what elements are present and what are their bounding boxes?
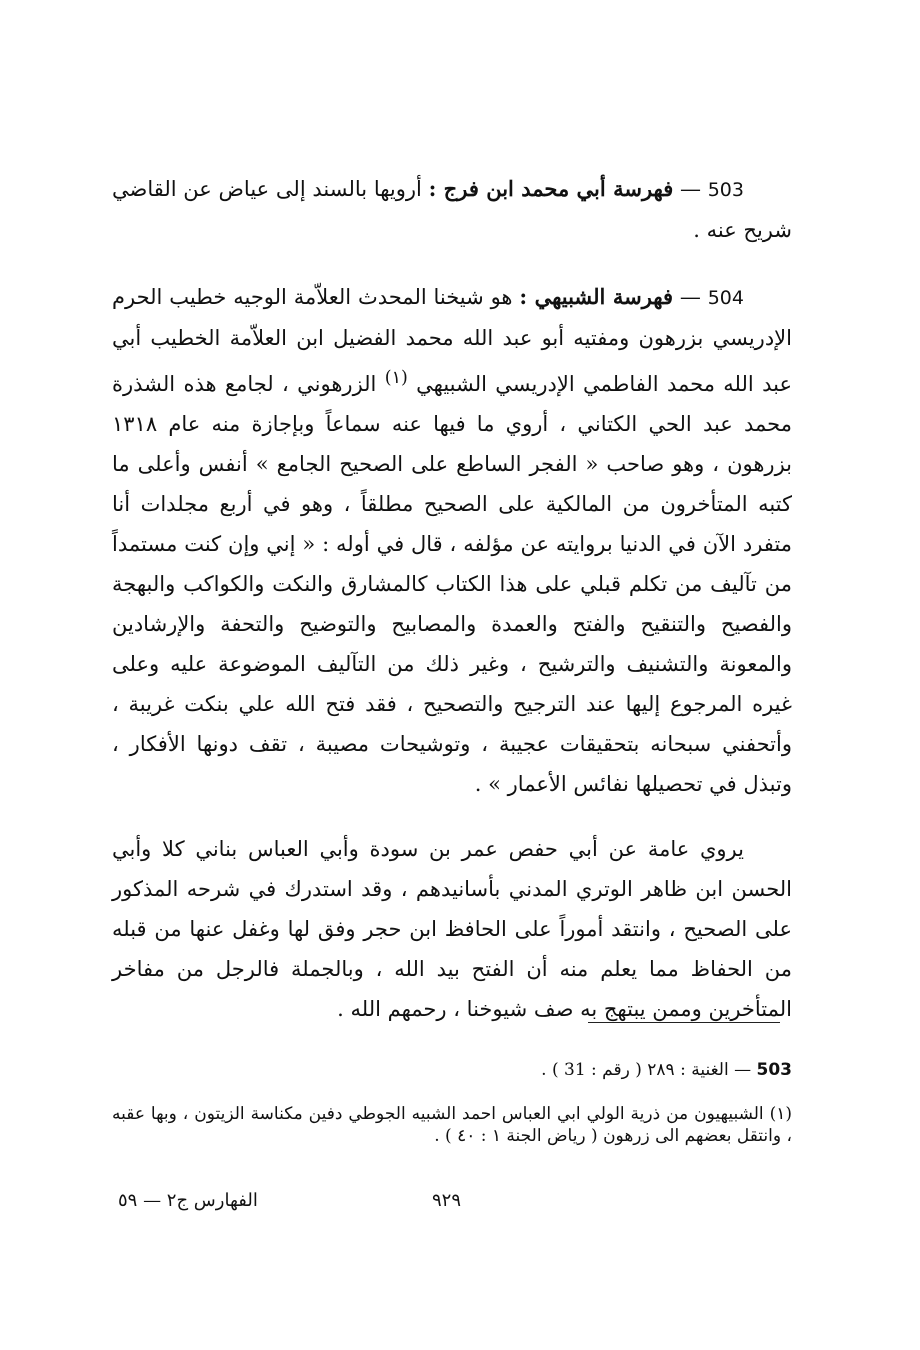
entry-body-part-1: هو شيخنا المحدث العلاّمة الوجيه خطيب الحرم الإدريسي بزرهون ومفتيه أبو عبد الله محمد الفضيل ابن العلاّمة الخطيب أبي عبد الله محمد الفاطمي الإدريسي الشبيهي bbox=[112, 285, 792, 396]
footnote-ref: 503 bbox=[756, 1060, 792, 1080]
footnote-text: الشبيهيون من ذرية الولي ابي العباس احمد الشبيه الجوطي دفين مكناسة الزيتون ، وبها عقبه ، وانتقل بعضهم الى زرهون ( رياض الجنة ١ : ٤٠ ) . bbox=[112, 1104, 792, 1146]
footnote-503 bbox=[112, 1059, 792, 1081]
entry-title: فهرسة أبي محمد ابن فرج : bbox=[428, 176, 674, 201]
entry-number: 503 bbox=[707, 179, 744, 201]
entry-body-part-2: الزرهوني ، لجامع هذه الشذرة محمد عبد الحي الكتاني ، أروي ما فيها عنه سماعاً وبإجازة منه عام ١٣١٨ بزرهون ، وهو صاحب « الفجر الساطع على الصحيح الجامع » أنفس وأعلى ما كتبه المتأخرون من المالكية على الصحيح مطلقاً ، وهو في أربع مجلدات أنا متفرد الآن في الدنيا بروايته عن مؤلفه ، قال في أوله : « إني وإن كنت مستمداً من تآليف من تكلم قبلي على هذا الكتاب كالمشارق والنكت والكواكب والبهجة والفصيح والتنقيح والفتح والعمدة والمصابيح والتوضيح والتحفة والإرشادين والمعونة والتشنيف والترشيح ، وغير ذلك من التآليف الموضوعة عليه وعلى غيره المرجوع إليها عند الترجيح والتصحيح ، فقد فتح الله علي بنكت غريبة ، وأتحفني سبحانه بتحقيقات عجيبة ، وتوشيحات مصيبة ، تقف دونها الأفكار ، وتبذل في تحصيلها نفائس الأعمار » . bbox=[112, 372, 792, 796]
entry-dash: — bbox=[679, 177, 701, 201]
entry-503 bbox=[112, 169, 792, 250]
running-footer-title: الفهارس ج٢ — ٥٩ bbox=[118, 1190, 258, 1211]
continuation-paragraph bbox=[112, 829, 792, 1029]
entry-title: فهرسة الشبيهي : bbox=[519, 284, 674, 309]
entry-dash: — bbox=[679, 285, 701, 309]
footnote-reference: (١) bbox=[384, 368, 408, 388]
entry-body: أرويها بالسند إلى عياض عن القاضي شريح عنه . bbox=[112, 177, 792, 242]
entry-504 bbox=[112, 277, 792, 804]
footnote-ref: (١) bbox=[769, 1104, 793, 1124]
footnote-separator bbox=[588, 1022, 780, 1023]
footnote-text: — الغنية : ٢٨٩ ( رقم : 31 ) . bbox=[541, 1060, 752, 1080]
page-number: ٩٢٩ bbox=[432, 1190, 462, 1211]
continuation-text: يروي عامة عن أبي حفص عمر بن سودة وأبي العباس بناني كلا وأبي الحسن ابن ظاهر الوتري المدني بأسانيدهم ، وقد استدرك في شرحه المذكور على الصحيح ، وانتقد أموراً على الحافظ ابن حجر وفق لها وغفل عنها من قبله من الحفاظ مما يعلم منه أن الفتح بيد الله ، وبالجملة فالرجل من مفاخر المتأخرين وممن يبتهج به صف شيوخنا ، رحمهم الله . bbox=[112, 837, 792, 1021]
footnote-1 bbox=[112, 1103, 792, 1147]
entry-number: 504 bbox=[707, 287, 744, 309]
